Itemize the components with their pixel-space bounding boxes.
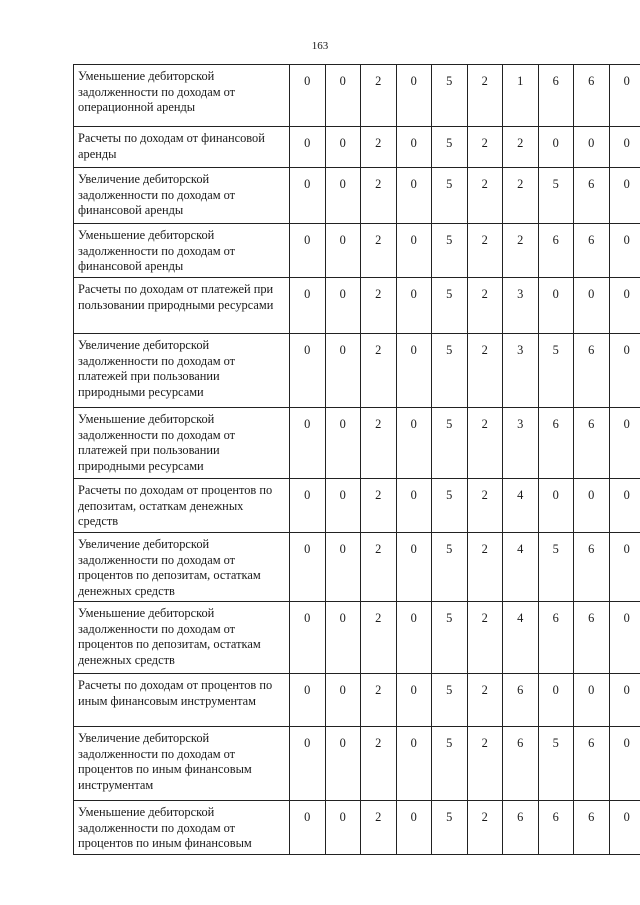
code-digit-cell: 0 xyxy=(325,127,361,168)
account-name-cell: Уменьшение дебиторской задолженности по доходам от процентов по депозитам, остаткам денежных средств xyxy=(74,602,290,674)
code-digit-cell: 6 xyxy=(574,801,610,855)
account-name-cell: Уменьшение дебиторской задолженности по доходам от финансовой аренды xyxy=(74,224,290,278)
code-digit-cell: 0 xyxy=(290,801,326,855)
code-digit-cell: 6 xyxy=(574,224,610,278)
code-digit-cell: 0 xyxy=(574,278,610,334)
account-name-cell: Увеличение дебиторской задолженности по доходам от процентов по депозитам, остаткам денежных средств xyxy=(74,533,290,602)
code-digit-cell: 2 xyxy=(467,65,503,127)
code-digit-cell: 5 xyxy=(538,334,574,408)
code-digit-cell: 2 xyxy=(467,479,503,533)
code-digit-cell: 0 xyxy=(396,127,432,168)
code-digit-cell: 0 xyxy=(325,408,361,479)
code-digit-cell: 5 xyxy=(432,65,468,127)
table-row xyxy=(74,168,640,224)
code-digit-cell: 0 xyxy=(574,479,610,533)
code-digit-cell: 0 xyxy=(325,168,361,224)
table-row xyxy=(74,674,640,727)
code-digit-cell: 0 xyxy=(538,674,574,727)
code-digit-cell: 5 xyxy=(432,127,468,168)
code-digit-cell: 0 xyxy=(396,674,432,727)
code-digit-cell: 0 xyxy=(290,278,326,334)
code-digit-cell: 0 xyxy=(609,334,640,408)
code-digit-cell: 6 xyxy=(538,408,574,479)
code-digit-cell: 0 xyxy=(290,334,326,408)
code-digit-cell: 0 xyxy=(396,334,432,408)
code-digit-cell: 2 xyxy=(361,334,397,408)
code-digit-cell: 0 xyxy=(290,533,326,602)
code-digit-cell: 0 xyxy=(290,408,326,479)
code-digit-cell: 6 xyxy=(574,65,610,127)
account-name-cell: Расчеты по доходам от процентов по депозитам, остаткам денежных средств xyxy=(74,479,290,533)
code-digit-cell: 0 xyxy=(325,224,361,278)
code-digit-cell: 0 xyxy=(396,727,432,801)
account-name-cell: Уменьшение дебиторской задолженности по доходам от платежей при пользовании природными ресурсами xyxy=(74,408,290,479)
code-digit-cell: 2 xyxy=(467,674,503,727)
code-digit-cell: 0 xyxy=(396,278,432,334)
code-digit-cell: 2 xyxy=(467,278,503,334)
code-digit-cell: 0 xyxy=(325,334,361,408)
code-digit-cell: 6 xyxy=(574,334,610,408)
code-digit-cell: 5 xyxy=(432,602,468,674)
code-digit-cell: 0 xyxy=(290,65,326,127)
table-row xyxy=(74,65,640,127)
code-digit-cell: 5 xyxy=(432,168,468,224)
code-digit-cell: 4 xyxy=(503,602,539,674)
code-digit-cell: 3 xyxy=(503,334,539,408)
code-digit-cell: 0 xyxy=(609,408,640,479)
code-digit-cell: 0 xyxy=(325,533,361,602)
account-code-table xyxy=(73,64,640,855)
code-digit-cell: 2 xyxy=(361,408,397,479)
account-name-cell: Увеличение дебиторской задолженности по доходам от платежей при пользовании природными ресурсами xyxy=(74,334,290,408)
code-digit-cell: 5 xyxy=(432,479,468,533)
code-digit-cell: 0 xyxy=(325,602,361,674)
code-digit-cell: 6 xyxy=(538,65,574,127)
table-row xyxy=(74,727,640,801)
code-digit-cell: 5 xyxy=(432,334,468,408)
code-digit-cell: 0 xyxy=(574,127,610,168)
code-digit-cell: 0 xyxy=(574,674,610,727)
code-digit-cell: 0 xyxy=(325,801,361,855)
code-digit-cell: 2 xyxy=(361,801,397,855)
code-digit-cell: 0 xyxy=(290,224,326,278)
code-digit-cell: 2 xyxy=(361,278,397,334)
table-row xyxy=(74,278,640,334)
code-digit-cell: 2 xyxy=(467,801,503,855)
code-digit-cell: 2 xyxy=(467,127,503,168)
code-digit-cell: 0 xyxy=(609,168,640,224)
code-digit-cell: 2 xyxy=(467,408,503,479)
table-row xyxy=(74,602,640,674)
code-digit-cell: 6 xyxy=(574,602,610,674)
code-digit-cell: 2 xyxy=(361,65,397,127)
code-digit-cell: 0 xyxy=(325,727,361,801)
code-digit-cell: 4 xyxy=(503,533,539,602)
account-name-cell: Уменьшение дебиторской задолженности по доходам от операционной аренды xyxy=(74,65,290,127)
account-code-table-body xyxy=(74,65,640,855)
code-digit-cell: 0 xyxy=(396,533,432,602)
code-digit-cell: 6 xyxy=(503,727,539,801)
page-number: 163 xyxy=(311,40,329,52)
account-name-cell: Уменьшение дебиторской задолженности по доходам от процентов по иным финансовым xyxy=(74,801,290,855)
code-digit-cell: 5 xyxy=(432,224,468,278)
code-digit-cell: 6 xyxy=(538,801,574,855)
code-digit-cell: 0 xyxy=(609,602,640,674)
account-name-cell: Расчеты по доходам от финансовой аренды xyxy=(74,127,290,168)
code-digit-cell: 2 xyxy=(503,168,539,224)
code-digit-cell: 0 xyxy=(325,278,361,334)
code-digit-cell: 5 xyxy=(538,533,574,602)
code-digit-cell: 5 xyxy=(432,408,468,479)
code-digit-cell: 6 xyxy=(503,801,539,855)
code-digit-cell: 2 xyxy=(503,127,539,168)
code-digit-cell: 0 xyxy=(609,727,640,801)
table-row xyxy=(74,408,640,479)
code-digit-cell: 0 xyxy=(290,168,326,224)
code-digit-cell: 0 xyxy=(290,602,326,674)
table-row xyxy=(74,224,640,278)
code-digit-cell: 0 xyxy=(609,278,640,334)
code-digit-cell: 0 xyxy=(396,479,432,533)
code-digit-cell: 2 xyxy=(361,479,397,533)
code-digit-cell: 5 xyxy=(432,727,468,801)
code-digit-cell: 6 xyxy=(574,408,610,479)
account-name-cell: Расчеты по доходам от процентов по иным финансовым инструментам xyxy=(74,674,290,727)
code-digit-cell: 2 xyxy=(361,727,397,801)
code-digit-cell: 0 xyxy=(609,533,640,602)
code-digit-cell: 6 xyxy=(574,168,610,224)
code-digit-cell: 2 xyxy=(361,674,397,727)
code-digit-cell: 0 xyxy=(538,479,574,533)
code-digit-cell: 0 xyxy=(609,127,640,168)
code-digit-cell: 6 xyxy=(538,602,574,674)
table-row xyxy=(74,334,640,408)
code-digit-cell: 5 xyxy=(432,674,468,727)
code-digit-cell: 2 xyxy=(467,727,503,801)
code-digit-cell: 2 xyxy=(361,168,397,224)
code-digit-cell: 5 xyxy=(538,168,574,224)
table-row xyxy=(74,801,640,855)
code-digit-cell: 2 xyxy=(361,224,397,278)
code-digit-cell: 5 xyxy=(432,278,468,334)
code-digit-cell: 2 xyxy=(467,533,503,602)
code-digit-cell: 0 xyxy=(609,479,640,533)
code-digit-cell: 0 xyxy=(609,801,640,855)
code-digit-cell: 2 xyxy=(467,168,503,224)
code-digit-cell: 6 xyxy=(574,727,610,801)
code-digit-cell: 0 xyxy=(290,727,326,801)
code-digit-cell: 2 xyxy=(467,334,503,408)
code-digit-cell: 1 xyxy=(503,65,539,127)
code-digit-cell: 3 xyxy=(503,278,539,334)
code-digit-cell: 3 xyxy=(503,408,539,479)
code-digit-cell: 0 xyxy=(396,801,432,855)
code-digit-cell: 5 xyxy=(538,727,574,801)
code-digit-cell: 0 xyxy=(538,278,574,334)
code-digit-cell: 0 xyxy=(325,65,361,127)
code-digit-cell: 2 xyxy=(361,602,397,674)
table-row xyxy=(74,127,640,168)
code-digit-cell: 2 xyxy=(467,602,503,674)
code-digit-cell: 0 xyxy=(290,674,326,727)
table-row xyxy=(74,479,640,533)
account-name-cell: Увеличение дебиторской задолженности по доходам от процентов по иным финансовым инструментам xyxy=(74,727,290,801)
code-digit-cell: 0 xyxy=(609,224,640,278)
code-digit-cell: 0 xyxy=(396,224,432,278)
table-row xyxy=(74,533,640,602)
code-digit-cell: 0 xyxy=(396,408,432,479)
account-name-cell: Расчеты по доходам от платежей при пользовании природными ресурсами xyxy=(74,278,290,334)
code-digit-cell: 0 xyxy=(609,65,640,127)
code-digit-cell: 6 xyxy=(574,533,610,602)
code-digit-cell: 5 xyxy=(432,533,468,602)
code-digit-cell: 6 xyxy=(503,674,539,727)
code-digit-cell: 6 xyxy=(538,224,574,278)
code-digit-cell: 0 xyxy=(396,602,432,674)
code-digit-cell: 2 xyxy=(467,224,503,278)
code-digit-cell: 0 xyxy=(538,127,574,168)
code-digit-cell: 0 xyxy=(609,674,640,727)
code-digit-cell: 0 xyxy=(325,674,361,727)
account-name-cell: Увеличение дебиторской задолженности по доходам от финансовой аренды xyxy=(74,168,290,224)
code-digit-cell: 5 xyxy=(432,801,468,855)
code-digit-cell: 2 xyxy=(361,127,397,168)
code-digit-cell: 0 xyxy=(290,127,326,168)
code-digit-cell: 0 xyxy=(396,65,432,127)
code-digit-cell: 0 xyxy=(325,479,361,533)
code-digit-cell: 4 xyxy=(503,479,539,533)
code-digit-cell: 0 xyxy=(290,479,326,533)
code-digit-cell: 0 xyxy=(396,168,432,224)
code-digit-cell: 2 xyxy=(361,533,397,602)
code-digit-cell: 2 xyxy=(503,224,539,278)
